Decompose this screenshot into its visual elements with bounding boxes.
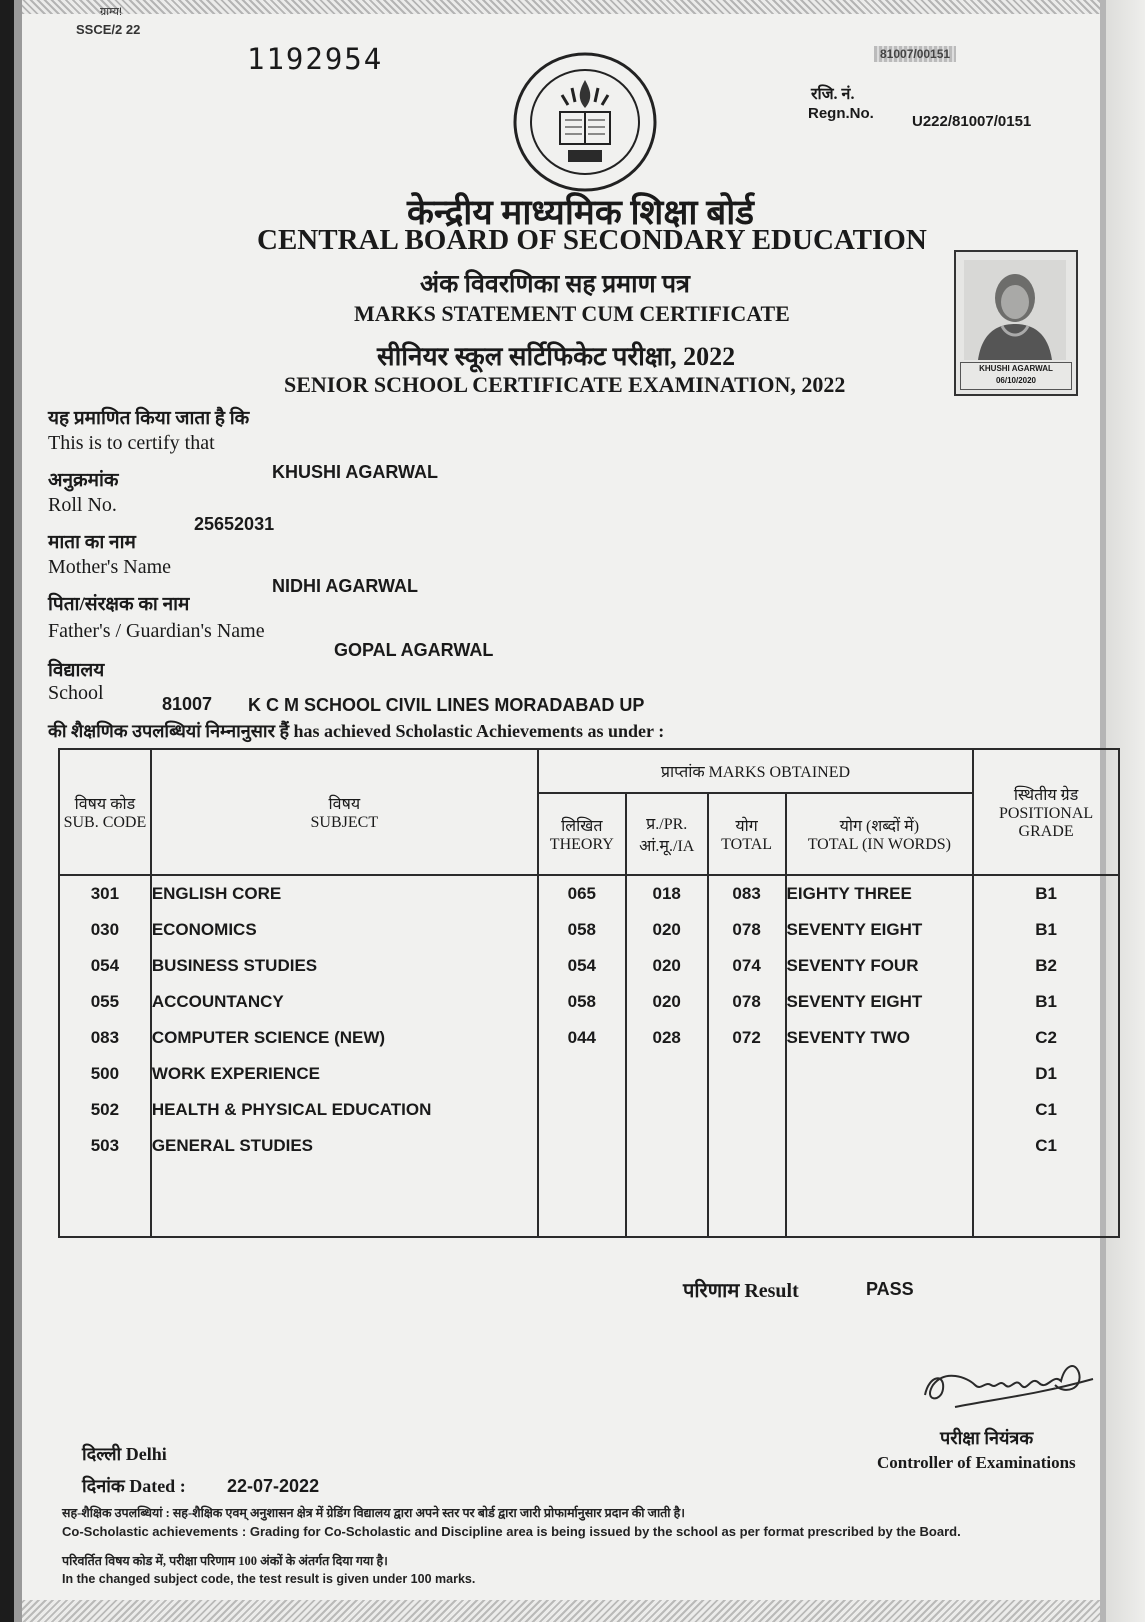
grade-cell: B2 (973, 948, 1119, 984)
note-co-scholastic-hi: सह-शैक्षिक उपलब्धियां : सह-शैक्षिक एवम् अनुशासन क्षेत्र में ग्रेडिंग विद्यालय द्वारा अपने स्तर पर बोर्ड द्वारा जारी प्रोफार्मानुसार प्रदान की जाती है। (62, 1506, 686, 1520)
total-words-cell (786, 1092, 974, 1128)
father-label-en: Father's / Guardian's Name (48, 620, 265, 642)
subject-cell: COMPUTER SCIENCE (NEW) (151, 1020, 538, 1056)
empty-cell (538, 1164, 626, 1237)
subject-cell: BUSINESS STUDIES (151, 948, 538, 984)
security-border-top (22, 0, 1100, 14)
school-label-hi: विद्यालय (48, 660, 105, 681)
subject-cell: GENERAL STUDIES (151, 1128, 538, 1164)
regn-number: U222/81007/0151 (912, 113, 1032, 130)
header-pr (626, 793, 708, 875)
grade-cell: D1 (973, 1056, 1119, 1092)
practical-cell (626, 1056, 708, 1092)
roll-label-en: Roll No. (48, 494, 117, 516)
subject-cell: WORK EXPERIENCE (151, 1056, 538, 1092)
photo-caption-date: 06/10/2020 (995, 376, 1037, 385)
theory-cell: 044 (538, 1020, 626, 1056)
cbse-seal-logo (510, 50, 660, 195)
sub-code-cell: 054 (59, 948, 151, 984)
empty-cell (626, 1164, 708, 1237)
table-row (59, 1020, 1119, 1056)
header-total (708, 793, 786, 875)
total-words-cell: SEVENTY EIGHT (786, 984, 974, 1020)
sub-code-cell: 083 (59, 1020, 151, 1056)
portrait-image (964, 260, 1066, 360)
header-theory-hi: लिखित (561, 818, 603, 835)
empty-cell (786, 1164, 974, 1237)
top-strip: 81007/00151 (874, 46, 956, 62)
total-words-cell (786, 1128, 974, 1164)
header-total-hi: योग (735, 818, 758, 835)
header-theory (538, 793, 626, 875)
empty-cell (708, 1164, 786, 1237)
roll-number: 25652031 (194, 514, 275, 534)
practical-cell: 018 (626, 875, 708, 912)
grade-cell: B1 (973, 912, 1119, 948)
header-subject-hi: विषय (328, 796, 361, 813)
board-name-hi: केन्द्रीय माध्यमिक शिक्षा बोर्ड (407, 193, 755, 232)
mother-label-en: Mother's Name (48, 556, 172, 578)
total-words-cell: SEVENTY EIGHT (786, 912, 974, 948)
school-code: 81007 (162, 694, 213, 714)
roll-label-hi: अनुक्रमांक (48, 470, 119, 491)
school-name: K C M SCHOOL CIVIL LINES MORADABAD UP (248, 695, 645, 715)
total-cell (708, 1128, 786, 1164)
table-row (59, 1128, 1119, 1164)
achieved-label-en: has achieved Scholastic Achievements as under : (293, 721, 665, 741)
school-label-en: School (48, 682, 104, 704)
total-cell: 078 (708, 912, 786, 948)
marks-table-body (59, 875, 1119, 1237)
sub-code-cell: 030 (59, 912, 151, 948)
header-grade-hi: स्थितीय ग्रेड (1013, 787, 1079, 804)
photo-caption-name: KHUSHI AGARWAL (979, 364, 1053, 373)
controller-title-en: Controller of Examinations (877, 1453, 1076, 1472)
empty-cell (973, 1164, 1119, 1237)
regn-label-en: Regn.No. (808, 105, 874, 122)
total-cell: 072 (708, 1020, 786, 1056)
photo-portrait (964, 260, 1066, 360)
header-pr-en: आं.मू./IA (639, 838, 695, 855)
header-code-en: SUB. CODE (63, 814, 147, 831)
theory-cell (538, 1056, 626, 1092)
regn-label-hi: रजि. नं. (811, 86, 855, 103)
sub-code-cell: 055 (59, 984, 151, 1020)
issue-place: दिल्ली Delhi (82, 1444, 167, 1464)
header-words-hi: योग (शब्दों में) (839, 818, 920, 835)
grade-cell: B1 (973, 875, 1119, 912)
practical-cell: 020 (626, 912, 708, 948)
table-row (59, 1092, 1119, 1128)
total-cell: 078 (708, 984, 786, 1020)
photo-caption (960, 362, 1072, 390)
header-code-hi: विषय कोड (74, 796, 136, 813)
total-words-cell: SEVENTY FOUR (786, 948, 974, 984)
practical-cell (626, 1092, 708, 1128)
sub-code-cell: 301 (59, 875, 151, 912)
corner-code: SSCE/2 22 (76, 22, 141, 37)
practical-cell: 028 (626, 1020, 708, 1056)
total-words-cell: SEVENTY TWO (786, 1020, 974, 1056)
issue-date: 22-07-2022 (227, 1476, 320, 1496)
theory-cell: 054 (538, 948, 626, 984)
theory-cell: 058 (538, 984, 626, 1020)
theory-cell: 058 (538, 912, 626, 948)
achieved-label-hi: की शैक्षणिक उपलब्धियां निम्नानुसार हैं (48, 721, 290, 741)
header-grade-en: POSITIONAL GRADE (998, 805, 1094, 840)
result-label: परिणाम Result (683, 1280, 799, 1302)
exam-title-en: SENIOR SCHOOL CERTIFICATE EXAMINATION, 2022 (284, 372, 846, 397)
marks-table (58, 748, 1120, 1238)
controller-signature (915, 1355, 1105, 1415)
exam-title-hi: सीनियर स्कूल सर्टिफिकेट परीक्षा, 2022 (377, 342, 736, 371)
total-cell: 074 (708, 948, 786, 984)
table-filler-row (59, 1164, 1119, 1237)
subject-cell: ECONOMICS (151, 912, 538, 948)
header-sub-code (59, 749, 151, 875)
note-changed-code-hi: परिवर्तित विषय कोड में, परीक्षा परिणाम 100 अंकों के अंतर्गत दिया गया है। (62, 1554, 388, 1568)
result-value: PASS (866, 1279, 914, 1299)
header-subject-en: SUBJECT (310, 814, 379, 831)
statement-title-hi: अंक विवरणिका सह प्रमाण पत्र (420, 271, 690, 298)
table-row (59, 875, 1119, 912)
header-words-en: TOTAL (IN WORDS) (807, 836, 951, 853)
achieved-line (48, 719, 664, 743)
grade-cell: B1 (973, 984, 1119, 1020)
note-co-scholastic-en: Co-Scholastic achievements : Grading for Co-Scholastic and Discipline area is being issued by the school as per format prescribed by the Board. (62, 1524, 961, 1539)
serial-number: 1192954 (247, 42, 384, 76)
statement-title-en: MARKS STATEMENT CUM CERTIFICATE (354, 301, 790, 326)
theory-cell (538, 1092, 626, 1128)
father-label-hi: पिता/संरक्षक का नाम (48, 594, 190, 615)
note-changed-code-en: In the changed subject code, the test result is given under 100 marks. (62, 1572, 476, 1586)
controller-title-hi: परीक्षा नियंत्रक (940, 1428, 1034, 1448)
security-border-bottom (22, 1600, 1100, 1622)
mother-name: NIDHI AGARWAL (272, 576, 418, 596)
total-words-cell: EIGHTY THREE (786, 875, 974, 912)
corner-note: ग्राम्य! (100, 6, 123, 18)
grade-cell: C2 (973, 1020, 1119, 1056)
grade-cell: C1 (973, 1128, 1119, 1164)
dated-label: दिनांक Dated : (82, 1476, 186, 1496)
total-cell (708, 1056, 786, 1092)
header-pr-hi: प्र./PR. (646, 816, 688, 833)
student-name: KHUSHI AGARWAL (272, 462, 438, 482)
certify-label-en: This is to certify that (48, 432, 215, 454)
grade-cell: C1 (973, 1092, 1119, 1128)
theory-cell (538, 1128, 626, 1164)
header-total-en: TOTAL (721, 836, 773, 853)
table-row (59, 1056, 1119, 1092)
header-subject (151, 749, 538, 875)
total-cell (708, 1092, 786, 1128)
header-marks-obtained: प्राप्तांक MARKS OBTAINED (538, 749, 973, 793)
total-words-cell (786, 1056, 974, 1092)
total-cell: 083 (708, 875, 786, 912)
board-name-en: CENTRAL BOARD OF SECONDARY EDUCATION (257, 224, 927, 256)
practical-cell (626, 1128, 708, 1164)
empty-cell (151, 1164, 538, 1237)
practical-cell: 020 (626, 984, 708, 1020)
certify-label-hi: यह प्रमाणित किया जाता है कि (48, 408, 250, 429)
theory-cell: 065 (538, 875, 626, 912)
header-total-words (786, 793, 974, 875)
empty-cell (59, 1164, 151, 1237)
header-grade (973, 749, 1119, 875)
subject-cell: HEALTH & PHYSICAL EDUCATION (151, 1092, 538, 1128)
mother-label-hi: माता का नाम (48, 532, 136, 553)
subject-cell: ACCOUNTANCY (151, 984, 538, 1020)
sub-code-cell: 503 (59, 1128, 151, 1164)
table-row (59, 912, 1119, 948)
sub-code-cell: 502 (59, 1092, 151, 1128)
table-row (59, 984, 1119, 1020)
student-photo (954, 250, 1078, 396)
practical-cell: 020 (626, 948, 708, 984)
header-theory-en: THEORY (549, 836, 614, 853)
subject-cell: ENGLISH CORE (151, 875, 538, 912)
marks-certificate (14, 0, 1106, 1622)
sub-code-cell: 500 (59, 1056, 151, 1092)
table-row (59, 948, 1119, 984)
father-name: GOPAL AGARWAL (334, 640, 494, 660)
